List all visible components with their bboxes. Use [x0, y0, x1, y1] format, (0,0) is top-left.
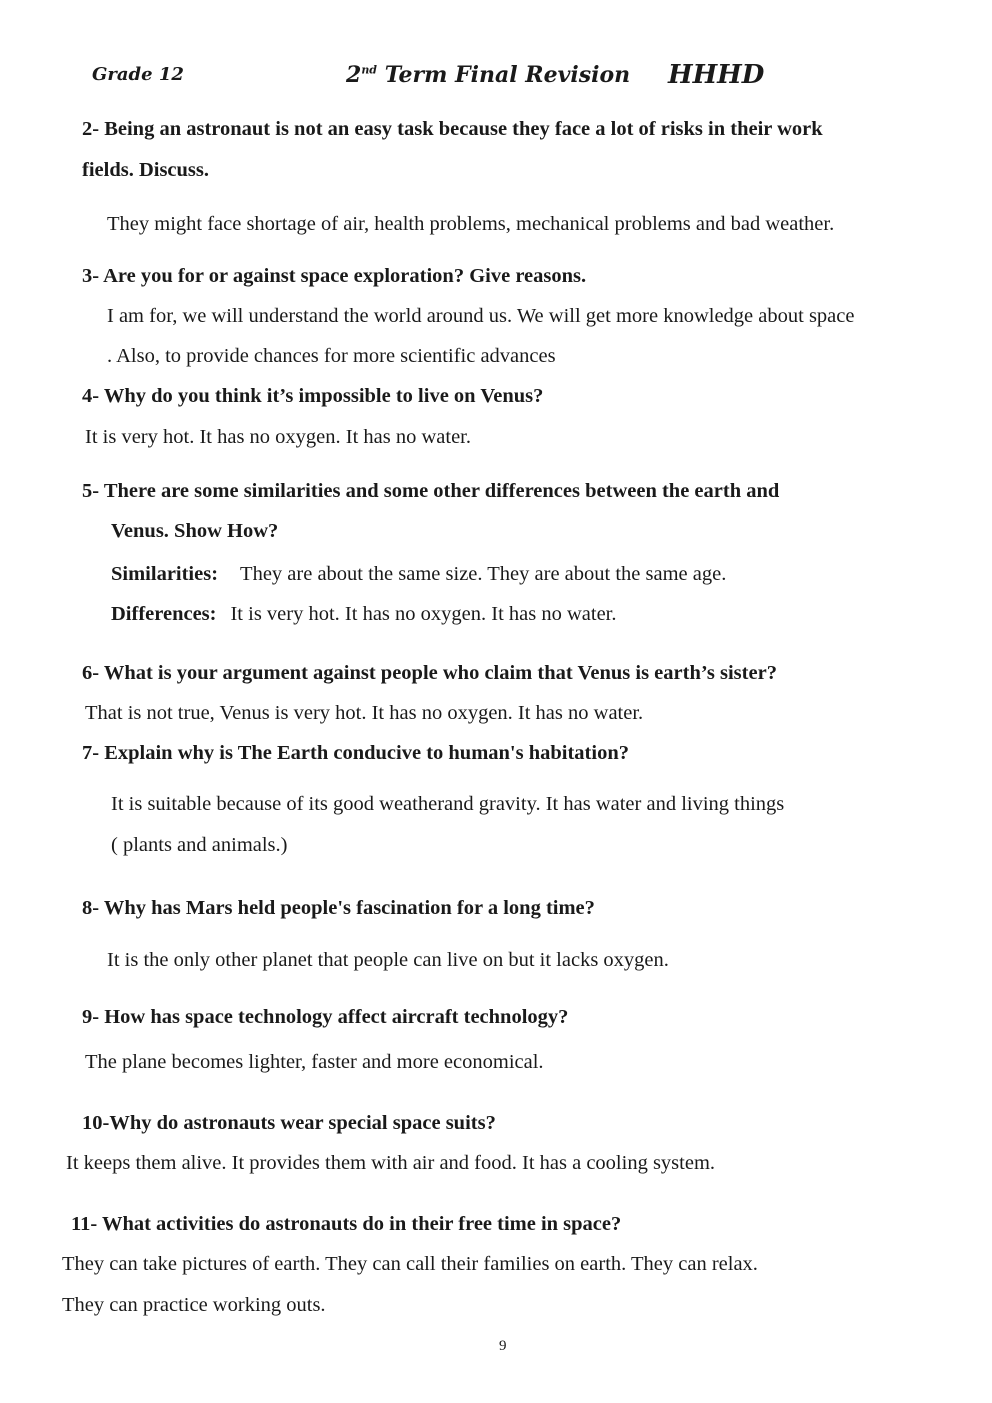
question-5-line-1: 5- There are some similarities and some other differences between the earth and [82, 480, 780, 502]
term-title-text: Term Final Revision [384, 62, 631, 88]
answer-4: It is very hot. It has no oxygen. It has no water. [85, 426, 472, 448]
question-2-line-2: fields. Discuss. [82, 159, 210, 181]
grade-label: Grade 12 [92, 64, 184, 85]
differences-label: Differences: [111, 603, 217, 625]
term-number: 2 [346, 62, 362, 88]
page-number: 9 [499, 1338, 507, 1354]
differences-text: It is very hot. It has no oxygen. It has no water. [230, 603, 617, 625]
question-8: 8- Why has Mars held people's fascination for a long time? [82, 897, 595, 919]
school-code: HHHD [668, 60, 765, 90]
question-7: 7- Explain why is The Earth conducive to human's habitation? [82, 742, 629, 764]
answer-8: It is the only other planet that people can live on but it lacks oxygen. [107, 949, 669, 971]
answer-6: That is not true, Venus is very hot. It has no oxygen. It has no water. [85, 702, 644, 724]
term-suffix: nd [361, 63, 378, 77]
answer-2: They might face shortage of air, health problems, mechanical problems and bad weather. [107, 213, 835, 235]
similarities-label: Similarities: [111, 563, 219, 585]
answer-3-line-1: I am for, we will understand the world around us. We will get more knowledge about space [107, 305, 855, 327]
answer-7-line-2: ( plants and animals.) [111, 834, 288, 856]
question-9: 9- How has space technology affect aircraft technology? [82, 1006, 569, 1028]
question-5-line-2: Venus. Show How? [111, 520, 279, 542]
question-10: 10-Why do astronauts wear special space suits? [82, 1112, 496, 1134]
answer-10: It keeps them alive. It provides them with air and food. It has a cooling system. [66, 1152, 716, 1174]
answer-9: The plane becomes lighter, faster and more economical. [85, 1051, 544, 1073]
question-2-line-1: 2- Being an astronaut is not an easy task because they face a lot of risks in their work [82, 118, 823, 140]
answer-11-line-1: They can take pictures of earth. They can call their families on earth. They can relax. [62, 1253, 758, 1275]
question-11: 11- What activities do astronauts do in their free time in space? [71, 1213, 622, 1235]
question-3: 3- Are you for or against space exploration? Give reasons. [82, 265, 587, 287]
term-title [346, 62, 630, 88]
similarities-row [111, 563, 726, 586]
answer-3-line-2: . Also, to provide chances for more scientific advances [107, 345, 556, 367]
answer-7-line-1: It is suitable because of its good weatherand gravity. It has water and living things [111, 793, 785, 815]
question-6: 6- What is your argument against people who claim that Venus is earth’s sister? [82, 662, 777, 684]
similarities-text: They are about the same size. They are about the same age. [240, 563, 727, 585]
question-4: 4- Why do you think it’s impossible to live on Venus? [82, 385, 544, 407]
differences-row [111, 603, 617, 626]
answer-11-line-2: They can practice working outs. [62, 1294, 326, 1316]
